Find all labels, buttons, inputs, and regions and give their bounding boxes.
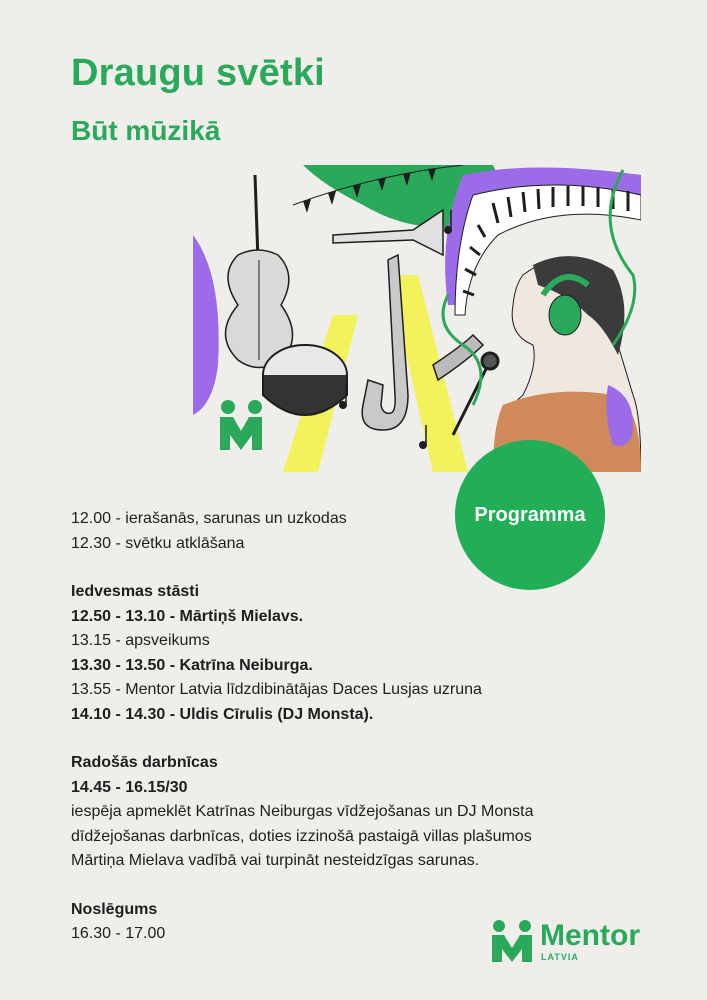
page-title: Draugu svētki [71,52,325,94]
schedule-item: 12.00 - ierašanās, sarunas un uzkodas [71,510,347,527]
workshop-time: 14.45 - 16.15/30 [71,778,188,796]
page-subtitle: Būt mūzikā [71,115,221,146]
schedule-item: 13.30 - 13.50 - Katrīna Neiburga. [71,656,313,674]
mentor-m-icon [491,920,533,962]
logo-wordmark: Mentor [540,919,640,952]
section-heading-closing: Noslēgums [71,900,158,918]
mentor-latvia-logo [491,918,661,966]
music-illustration [193,165,641,472]
schedule-item: 12.50 - 13.10 - Mārtiņš Mielavs. [71,607,304,625]
schedule-item: 13.55 - Mentor Latvia līdzdibinātājas Daces Lusjas uzruna [71,681,482,698]
closing-time: 16.30 - 17.00 [71,925,166,942]
programma-label: Programma [474,503,586,526]
schedule-item: 12.30 - svētku atklāšana [71,534,245,552]
workshop-description: iespēja apmeklēt Katrīnas Neiburgas vīdžejošanas un DJ Monsta dīdžejošanas darbnīcas, doties izzinošā pastaigā villas plašumos Mārtiņa Mielava vadībā vai turpināt nesteidzīgas sarunas. [71,803,534,869]
program-schedule [71,507,541,947]
schedule-item: 13.15 - apsveikums [71,632,210,649]
section-heading-workshops: Radošās darbnīcas [71,754,218,771]
logo-country: LATVIA [541,952,579,962]
schedule-item: 14.10 - 14.30 - Uldis Cīrulis (DJ Monsta). [71,705,374,723]
section-heading-stories: Iedvesmas stāsti [71,583,200,600]
